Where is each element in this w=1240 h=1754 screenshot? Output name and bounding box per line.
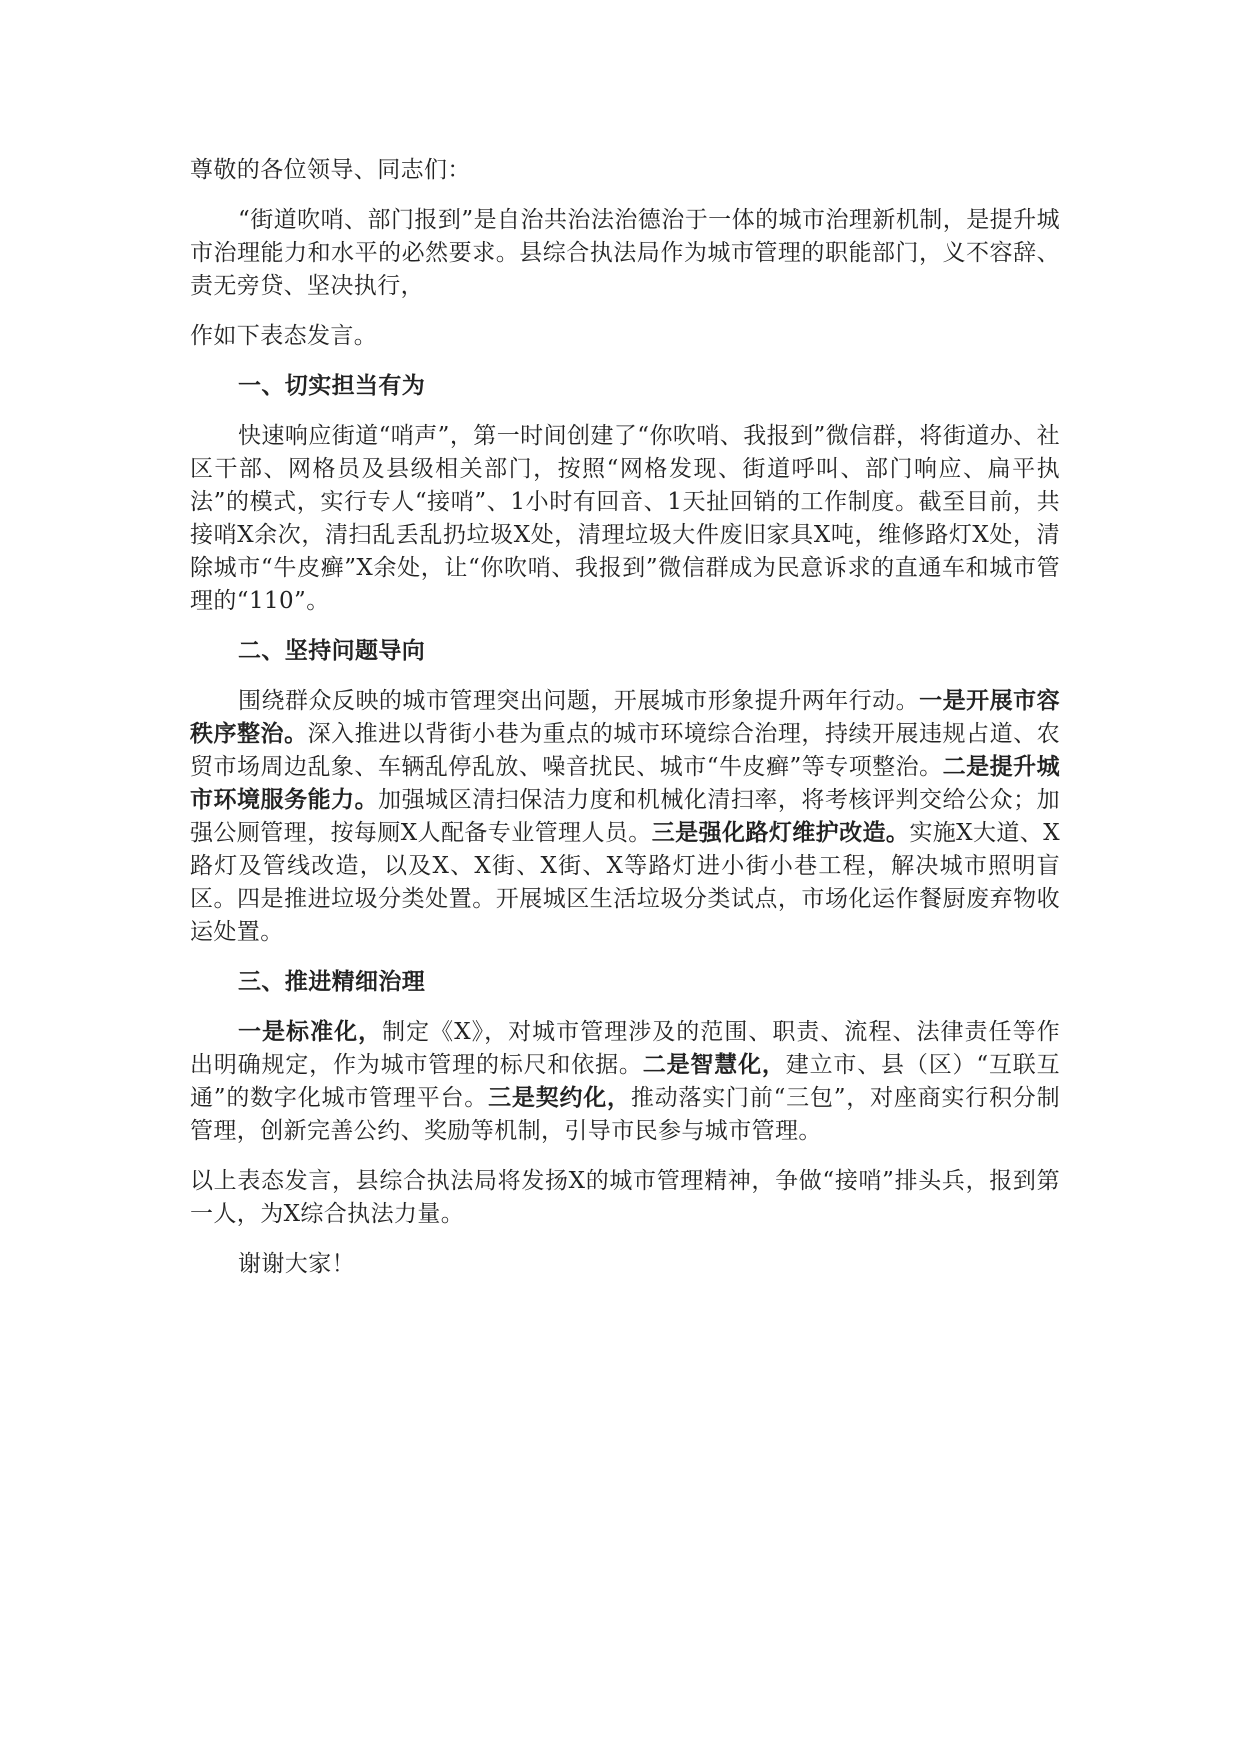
section-1-heading: 一、切实担当有为 <box>238 373 426 399</box>
salutation: 尊敬的各位领导、同志们： <box>190 157 471 183</box>
intro-continuation: 作如下表态发言。 <box>190 323 378 349</box>
section-3-bold-1: 一是标准化， <box>238 1019 383 1045</box>
section-2-text-1: 围绕群众反映的城市管理突出问题，开展城市形象提升两年行动。 <box>238 688 920 714</box>
section-1-body: 快速响应街道“哨声”，第一时间创建了“你吹哨、我报到”微信群，将街道办、社区干部、网格员及县级相关部门，按照“网格发现、街道呼叫、部门响应、扁平执法”的模式，实行专人“接哨”、1小时有回音、1天扯回销的工作制度。截至目前，共接哨X余次，清扫乱丢乱扔垃圾X处，清理垃圾大件废旧家具X吨，维修路灯X处，清除城市“牛皮癣”X余处，让“你吹哨、我报到”微信群成为民意诉求的直通车和城市管理的“110”。 <box>190 423 1060 614</box>
document-page <box>190 154 1060 1298</box>
section-2-body <box>190 685 1060 949</box>
section-3-text-2: 建立市、县（区）“互联互通”的数字化城市管理平台。 <box>190 1052 1061 1111</box>
section-2-heading: 二、坚持问题导向 <box>238 638 426 664</box>
section-3-text-3: 推动落实门前“三包”，对座商实行积分制管理，创新完善公约、奖励等机制，引导市民参与城市管理。 <box>190 1085 1060 1144</box>
section-2-text-4: 实施X大道、X路灯及管线改造，以及X、X街、X街、X等路灯进小街小巷工程，解决城市照明盲区。四是推进垃圾分类处置。开展城区生活垃圾分类试点，市场化运作餐厨废弃物收运处置。 <box>190 820 1060 945</box>
section-2-bold-3: 三是强化路灯维护改造。 <box>651 820 910 846</box>
section-3-body <box>190 1016 1060 1148</box>
section-3-bold-2: 二是智慧化， <box>642 1052 786 1078</box>
section-3-bold-3: 三是契约化， <box>488 1085 631 1111</box>
section-3-text-1: 制定《X》，对城市管理涉及的范围、职责、流程、法律责任等作出明确规定，作为城市管理的标尺和依据。 <box>190 1019 1060 1078</box>
section-2-bold-1: 一是开展市容秩序整治。 <box>190 688 1060 747</box>
section-2-text-2: 深入推进以背街小巷为重点的城市环境综合治理，持续开展违规占道、农贸市场周边乱象、车辆乱停乱放、噪音扰民、城市“牛皮癣”等专项整治。 <box>190 721 1060 780</box>
section-2-text-3: 加强城区清扫保洁力度和机械化清扫率，将考核评判交给公众；加强公厕管理，按每厕X人配备专业管理人员。 <box>190 787 1060 846</box>
intro-paragraph: “街道吹哨、部门报到”是自治共治法治德治于一体的城市治理新机制，是提升城市治理能力和水平的必然要求。县综合执法局作为城市管理的职能部门，义不容辞、责无旁贷、坚决执行， <box>190 207 1060 299</box>
closing-paragraph: 以上表态发言，县综合执法局将发扬X的城市管理精神，争做“接哨”排头兵，报到第一人，为X综合执法力量。 <box>190 1168 1060 1227</box>
section-3-heading: 三、推进精细治理 <box>238 969 426 995</box>
thanks-line: 谢谢大家！ <box>238 1251 355 1277</box>
section-2-bold-2: 二是提升城市环境服务能力。 <box>190 754 1061 813</box>
